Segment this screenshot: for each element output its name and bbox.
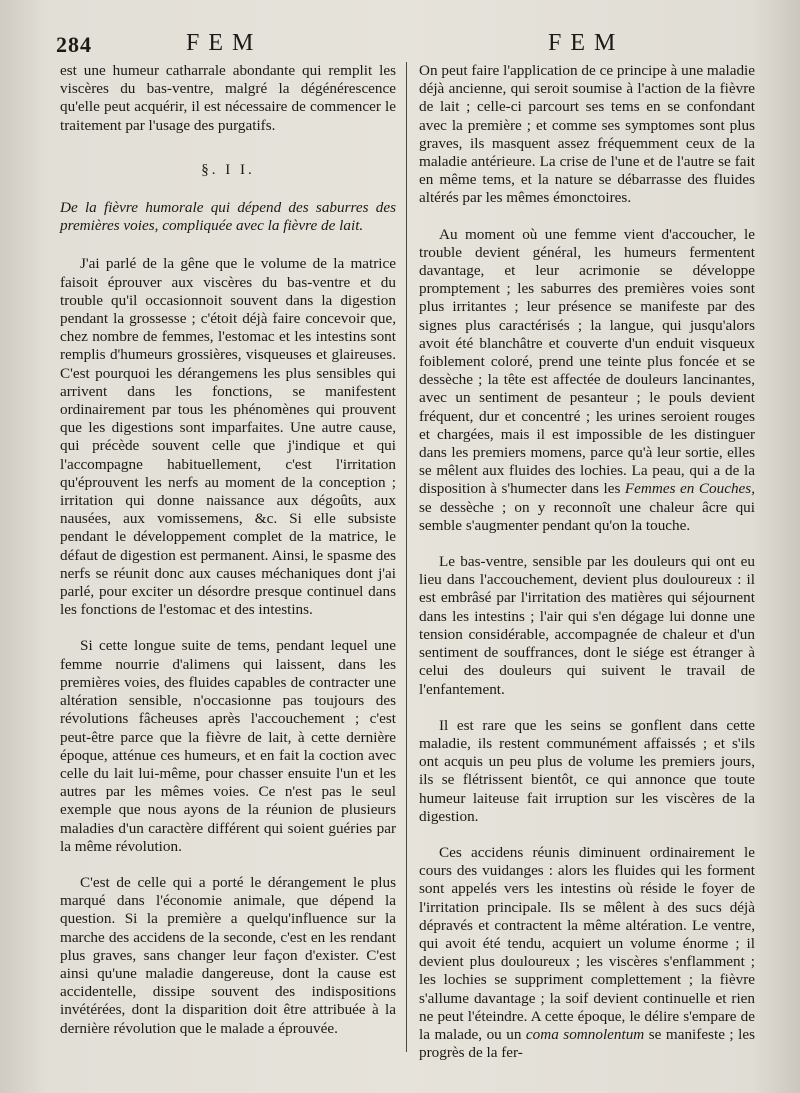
- body-paragraph: J'ai parlé de la gêne que le volume de la matrice faisoit éprouver aux viscères du bas-ventre et du trouble qu'il occasionnoit souvent dans la digestion pendant la grossesse ; c'étoit déjà faire concevoir que, chez nombre de femmes, l'estomac et les intestins sont remplis d'humeurs grossières, visqueuses et glaireuses. C'est pourquoi les dérangemens les plus sensibles qui arrivent dans les fonctions, se manifestent ordinairement par tous les phénomènes qui prouvent que les digestions sont imparfaites. Une autre cause, qui précède souvent celle que j'indique et qui l'accompagne habituellement, c'est l'irritation qu'éprouvent les nerfs au moment de la conception ; irritation qui donne naissance aux dégoûts, aux nausées, aux vomissemens, &c. Si elle subsiste pendant le développement complet de la matrice, le défaut de digestion est permanent. Ainsi, le spasme des nerfs se réunit donc aux causes méchaniques dont j'ai parlé, pour exciter un désordre presque continuel dans les fonctions de l'estomac et des intestins.: [60, 255, 396, 619]
- intro-paragraph: est une humeur catharrale abondante qui remplit les viscères du bas-ventre, malgré la dégénérescence qu'elle peut acquérir, il est nécessaire de commencer le traitement par l'usage des purgatifs.: [60, 62, 396, 134]
- left-column: [60, 62, 396, 1038]
- body-paragraph: Il est rare que les seins se gonflent dans cette maladie, ils restent communément affaissés ; et s'ils ont acquis un peu plus de volume les premiers jours, ils se flétrissent bientôt, ce qui annonce que toute humeur laiteuse fait irruption sur les viscères de la digestion.: [419, 716, 755, 825]
- right-column: [419, 62, 755, 1062]
- text-run: Au moment où une femme vient d'accoucher, le trouble devient général, les humeurs fermentent davantage, et leur acrimonie se développe promptement ; les saburres des premières voies sont plus irritantes ; leur présence se manifeste par des signes plus caractérisés ; la langue, qui jusqu'alors avoit été blanchâtre et couverte d'un enduit visqueux foiblement coloré, prend une teinte plus foncée et se dessèche ; la tête est affectée de douleurs lancinantes, avec un sentiment de pesanteur ; le pouls devient fréquent, dur et concentré ; les urines seroient rouges et chargées, mais il est impossible de les distinguer dans les premiers momens, parce qu'à leur sortie, elles se mêlent aux fluides des lochies. La peau, qui a de la disposition à s'humecter dans les: [419, 225, 755, 498]
- text-run: se manifeste ; les progrès de la fer-: [419, 1025, 755, 1062]
- running-head-left: FEM: [186, 30, 263, 56]
- page-number: 284: [56, 32, 92, 57]
- italic-term: Femmes en Couches: [624, 480, 752, 498]
- running-head-right: FEM: [548, 30, 625, 56]
- section-subtitle: De la fièvre humorale qui dépend des saburres des premières voies, compliquée avec la fièvre de lait.: [60, 199, 396, 235]
- body-paragraph: [419, 226, 755, 535]
- body-paragraph: Le bas-ventre, sensible par les douleurs qui ont eu lieu dans l'accouchement, devient plus douloureux : il est embrâsé par l'irritation des matières qui séjournent dans les intestins ; l'air qui s'en dégage lui donne une tension considérable, accompagnée de chaleur et d'un sentiment de souffrances, dont le siége est étranger à celui des douleurs qui suivent le travail de l'enfantement.: [419, 553, 755, 698]
- body-paragraph: Si cette longue suite de tems, pendant lequel une femme nourrie d'alimens qui laissent, dans les premières voies, des fluides capables de contracter une altération sensible, n'occasionne pas toujours des révolutions fâcheuses après l'accouchement ; c'est peut-être parce que la fièvre de lait, à cette dernière époque, atténue ces humeurs, et en fait la coction avec celle du lait lui-même, pour chasser ensuite l'un et les autres par les mêmes voies. Ce n'est pas le seul exemple que nous ayons de la réunion de plusieurs maladies d'un caractère différent qui soient guéries par la même révolution.: [60, 637, 396, 855]
- page-header: [0, 30, 800, 60]
- italic-term: coma somnolentum: [525, 1025, 645, 1043]
- body-paragraph: [419, 844, 755, 1062]
- body-paragraph: On peut faire l'application de ce principe à une maladie déjà ancienne, qui seroit soumise à l'action de la fièvre de lait ; celle-ci parcourt ses tems en se confondant avec la première ; et comme ses symptomes sont plus graves, ils masquent assez fréquemment ceux de la maladie antérieure. La crise de l'une et de l'autre se fait en même tems, et la nature se débarrasse des fluides altérés par les mêmes émonctoires.: [419, 62, 755, 207]
- text-run: Ces accidens réunis diminuent ordinairement le cours des vuidanges : alors les fluides qui les forment sont appelés vers les intestins où réside le foyer de l'irritation principale. Ils se mêlent à des sucs déjà dépravés et contractent la même altération. Le ventre, qui avoit été tendu, acquiert un volume énorme ; il devient plus douloureux ; les viscères s'enflamment ; les lochies se suppriment complettement ; la fièvre s'allume davantage ; la soif devient continuelle et rien ne peut l'éteindre. A cette époque, le délire s'empare de la malade, ou un: [419, 843, 755, 1043]
- section-heading: §. I I.: [201, 161, 255, 178]
- body-paragraph: C'est de celle qui a porté le dérangement le plus marqué dans l'économie animale, que dépend la question. Si la première a quelqu'influence sur la marche des accidens de la seconde, c'est en les rendant plus graves, sans changer leur façon d'exister. C'est ainsi qu'une maladie dangereuse, dont la cause est accidentelle, dissipe souvent des indispositions invétérées, dont la disparition doit être attribuée à la dernière révolution que le malade a éprouvée.: [60, 873, 396, 1037]
- column-divider: [406, 62, 407, 1052]
- text-run: , se dessèche ; on y reconnoît une chaleur âcre qui semble s'augmenter pendant qu'on la touche.: [419, 480, 755, 534]
